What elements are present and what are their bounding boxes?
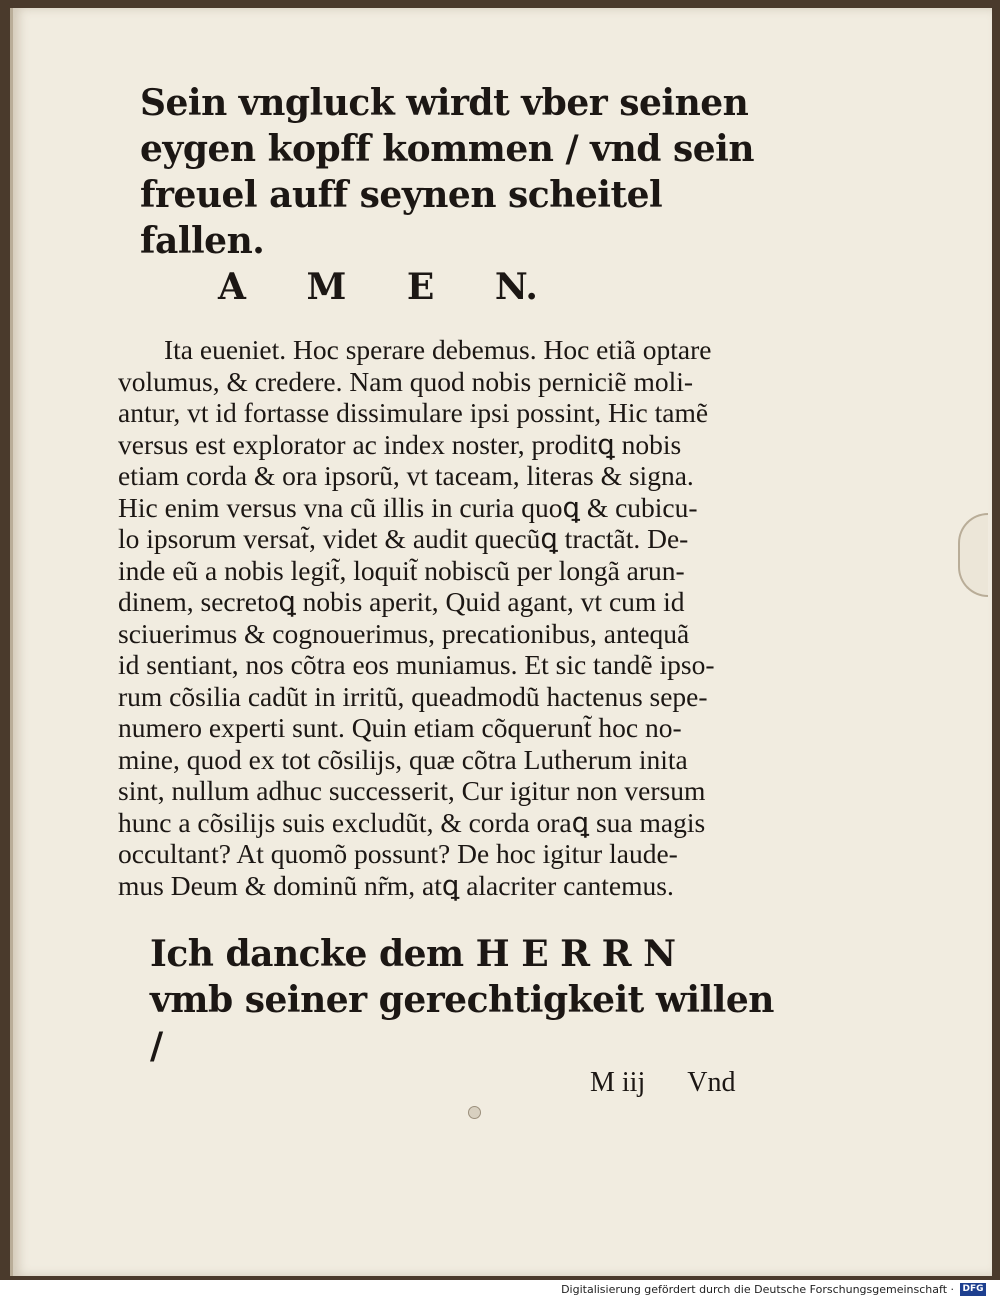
page-text-block [102, 80, 792, 1099]
latin-line: occultant? At quomõ possunt? De hoc igitur laude- [118, 838, 678, 869]
latin-line: rum cõsilia cadũt in irritũ, queadmodũ hactenus sepe- [118, 680, 708, 712]
heading-line: eygen kopff kommen / vnd sein [140, 128, 754, 170]
latin-line: versus est explorator ac index noster, proditꝗ nobis [118, 428, 682, 460]
signature-mark: M iij [590, 1067, 646, 1098]
latin-line: volumus, & credere. Nam quod nobis perniciẽ moli- [118, 365, 694, 397]
latin-line: lo ipsorum versat̃, videt & audit quecũꝗ tractãt. De- [118, 523, 689, 554]
funding-credit: Digitalisierung gefördert durch die Deutsche Forschungsgemeinschaft · [561, 1283, 954, 1296]
page-footer [102, 1067, 792, 1099]
latin-line: mus Deum & dominũ nr̃m, atꝗ alacriter cantemus. [118, 869, 674, 901]
latin-line: sint, nullum adhuc successerit, Cur igitur non versum [118, 775, 706, 806]
latin-line: numero experti sunt. Quin etiam cõquerunt̃ hoc no- [118, 712, 682, 743]
latin-line: mine, quod ex tot cõsilijs, quæ cõtra Lutherum inita [118, 743, 688, 775]
amen-line: A M E N. [218, 266, 538, 308]
closing-line: Ich dancke dem H E R R N [150, 933, 676, 975]
german-closing [102, 931, 792, 1069]
catchword: Vnd [687, 1067, 736, 1098]
latin-paragraph [102, 334, 790, 901]
latin-line: etiam corda & ora ipsorũ, vt taceam, literas & signa. [118, 460, 694, 491]
credit-bar [0, 1280, 1000, 1300]
latin-line: hunc a cõsilijs suis excludũt, & corda oraꝗ sua magis [118, 806, 706, 838]
binding-hole [468, 1106, 481, 1119]
german-heading [102, 80, 760, 310]
closing-line: vmb seiner gerechtigkeit willen / [150, 979, 774, 1067]
latin-line: antur, vt id fortasse dissimulare ipsi possint, Hic tamẽ [118, 397, 709, 428]
latin-line: Hic enim versus vna cũ illis in curia quoꝗ & cubicu- [118, 491, 698, 523]
dfg-logo: DFG [960, 1283, 986, 1296]
heading-line: freuel auff seynen scheitel fallen. [140, 174, 663, 262]
latin-line: inde eũ a nobis legit̃, loquit̃ nobiscũ per longã arun- [118, 554, 685, 586]
heading-line: Sein vngluck wirdt vber seinen [140, 82, 749, 124]
page-edge-tab [958, 513, 988, 597]
latin-line: dinem, secretoꝗ nobis aperit, Quid agant, vt cum id [118, 586, 685, 617]
latin-line: Ita eueniet. Hoc sperare debemus. Hoc etiã optare [164, 334, 712, 365]
latin-line: sciuerimus & cognouerimus, precationibus, antequã [118, 617, 690, 649]
latin-line: id sentiant, nos cõtra eos muniamus. Et sic tandẽ ipso- [118, 649, 715, 680]
